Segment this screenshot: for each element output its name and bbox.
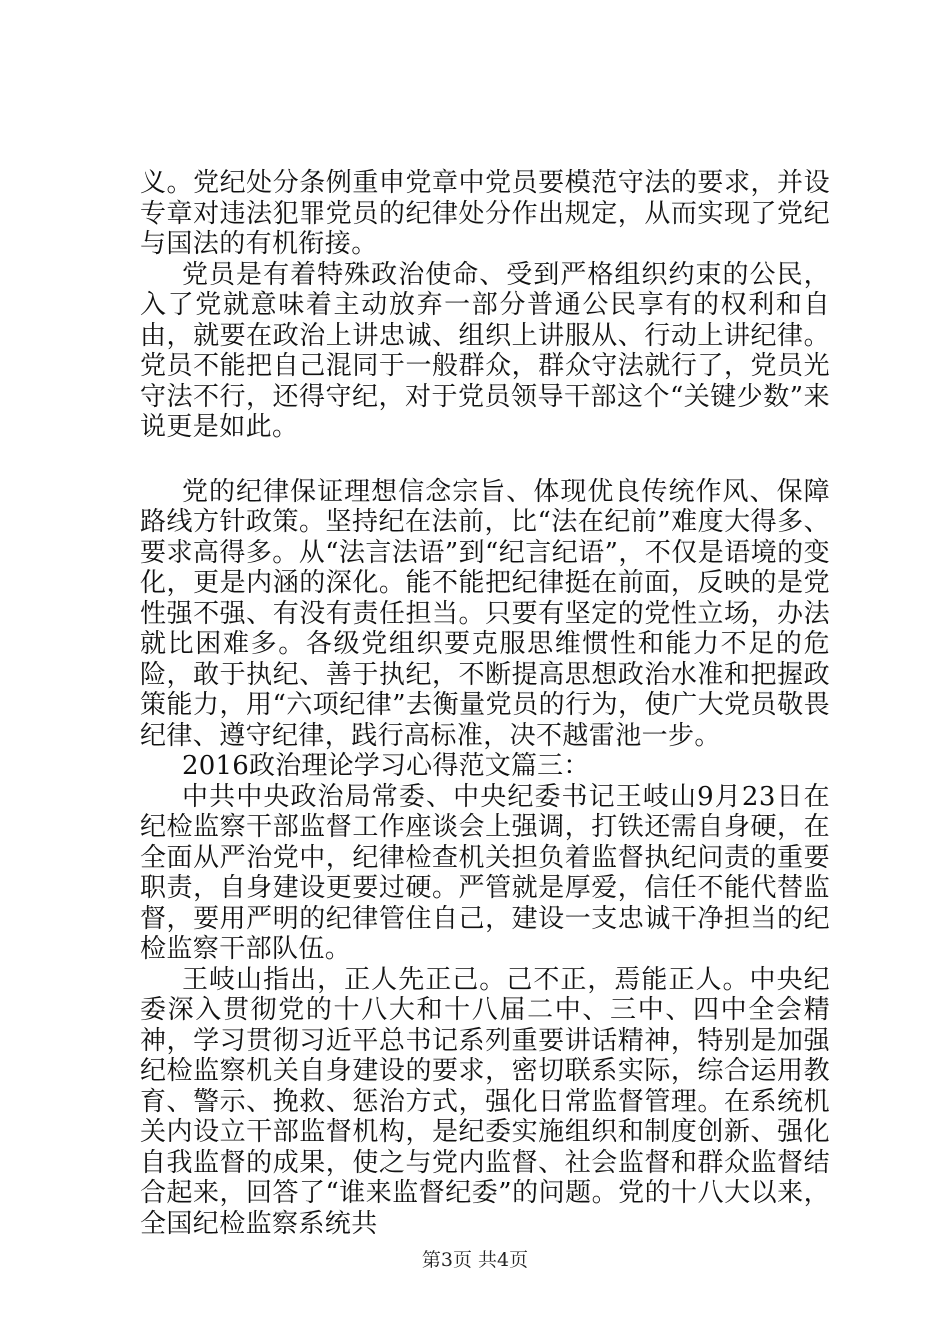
document-body — [140, 168, 830, 1239]
paragraph-wang-qishan-meeting: 中共中央政治局常委、中央纪委书记王岐山9月23日在纪检监察干部监督工作座谈会上强调，打铁还需自身硬，在全面从严治党中，纪律检查机关担负着监督执纪问责的重要职责，自身建设更要过硬。严管就是厚爱，信任不能代替监督，要用严明的纪律管住自己，建设一支忠诚干净担当的纪检监察干部队伍。 — [140, 781, 830, 964]
paragraph-self-discipline: 王岐山指出，正人先正己。己不正，焉能正人。中央纪委深入贯彻党的十八大和十八届二中、三中、四中全会精神，学习贯彻习近平总书记系列重要讲话精神，特别是加强纪检监察机关自身建设的要求，密切联系实际，综合运用教育、警示、挽救、惩治方式，强化日常监督管理。在系统机关内设立干部监督机构，是纪委实施组织和制度创新、强化自我监督的成果，使之与党内监督、社会监督和群众监督结合起来，回答了“谁来监督纪委”的问题。党的十八大以来，全国纪检监察系统共 — [140, 964, 830, 1239]
paragraph-continuation: 义。党纪处分条例重申党章中党员要模范守法的要求，并设专章对违法犯罪党员的纪律处分作出规定，从而实现了党纪与国法的有机衔接。 — [140, 168, 830, 259]
section-heading: 2016政治理论学习心得范文篇三： — [182, 751, 590, 781]
paragraph-party-member-duties: 党员是有着特殊政治使命、受到严格组织约束的公民，入了党就意味着主动放弃一部分普通公民享有的权利和自由，就要在政治上讲忠诚、组织上讲服从、行动上讲纪律。党员不能把自己混同于一般群众，群众守法就行了，党员光守法不行，还得守纪，对于党员领导干部这个“关键少数”来说更是如此。 — [140, 259, 830, 442]
page-number-footer: 第3页 共4页 — [421, 1249, 529, 1271]
paragraph-party-discipline: 党的纪律保证理想信念宗旨、体现优良传统作风、保障路线方针政策。坚持纪在法前，比“法在纪前”难度大得多、要求高得多。从“法言法语”到“纪言纪语”，不仅是语境的变化，更是内涵的深化。能不能把纪律挺在前面，反映的是党性强不强、有没有责任担当。只要有坚定的党性立场，办法就比困难多。各级党组织要克服思维惯性和能力不足的危险，敢于执纪、善于执纪，不断提高思想政治水准和把握政策能力，用“六项纪律”去衡量党员的行为，使广大党员敬畏纪律、遵守纪律，践行高标准，决不越雷池一步。 — [140, 476, 830, 751]
